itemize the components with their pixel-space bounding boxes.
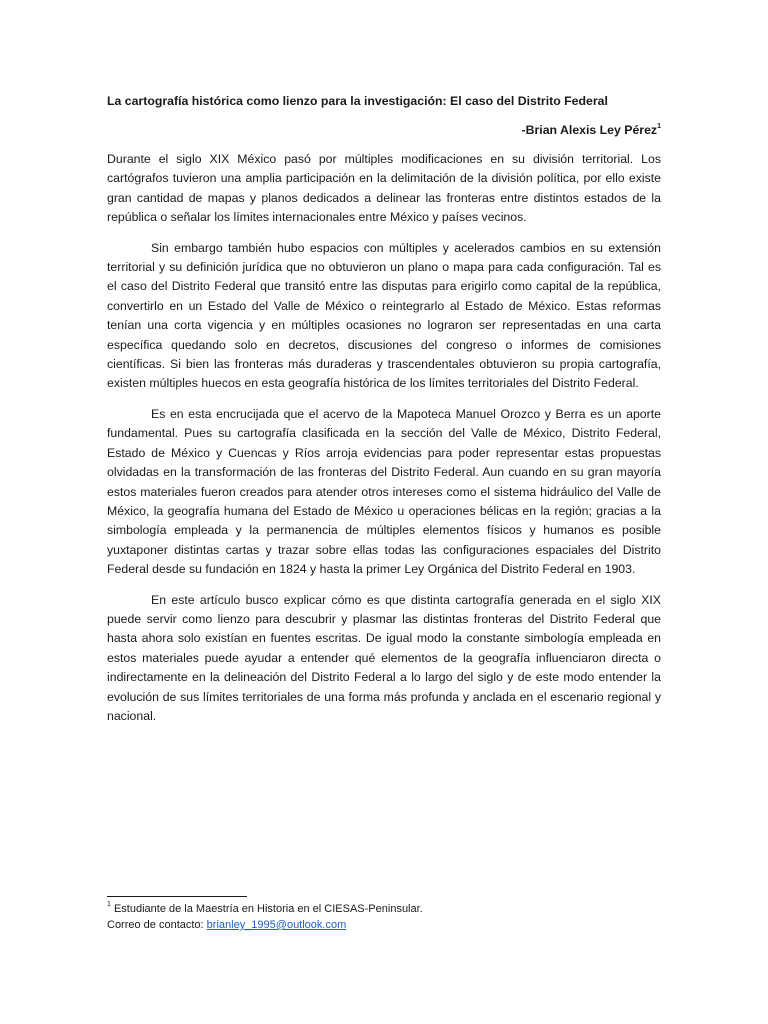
document-body [107, 150, 661, 737]
footnote-line-2 [107, 917, 661, 933]
paragraph-4: En este artículo busco explicar cómo es que distinta cartografía generada en el siglo XIX puede servir como lienzo para descubrir y plasmar las distintas fronteras del Distrito Federal que hasta ahora solo existían en fuentes escritas. De igual modo la constante simbología empleada en estos materiales puede ayudar a entender qué elementos de la geografía influenciaron directa o indirectamente en la delineación del Distrito Federal a lo largo del siglo y de este modo entender la evolución de sus límites territoriales de una forma más profunda y anclada en el escenario regional y nacional. [107, 592, 661, 723]
footnote-text: Estudiante de la Maestría en Historia en el CIESAS-Peninsular. [110, 903, 423, 915]
footnote-separator [107, 896, 247, 897]
author-footnote-mark: 1 [657, 122, 661, 130]
document-page [107, 0, 661, 1024]
author-line [522, 121, 661, 139]
paragraph-3: Es en esta encrucijada que el acervo de la Mapoteca Manuel Orozco y Berra es un aporte fundamental. Pues su cartografía clasificada en la sección del Valle de México, Distrito Federal, Estado de México y Cuencas y Ríos arroja evidencias para poder representar estas propuestas olvidadas en la transformación de las fronteras del Distrito Federal. Aun cuando en su gran mayoría estos materiales fueron creados para atender otros intereses como el sistema hidráulico del Valle de México, la geografía humana del Estado de México u operaciones bélicas en la región; gracias a la simbología empleada y la permanencia de múltiples elementos físicos y humanos es posible yuxtaponer distintas cartas y trazar sobre ellas todas las configuraciones espaciales del Distrito Federal desde su fundación en 1824 y hasta la primer Ley Orgánica del Distrito Federal en 1903. [107, 406, 661, 577]
paragraph-2: Sin embargo también hubo espacios con múltiples y acelerados cambios en su extensión territorial y su definición jurídica que no obtuvieron un plano o mapa para cada configuración. Tal es el caso del Distrito Federal que transitó entre las disputas para erigirlo como capital de la república, convertirlo en un Estado del Valle de México o reintegrarlo al Estado de México. Estas reformas tenían una corta vigencia y en múltiples ocasiones no lograron ser representadas en una carta específica quedando solo en decretos, discusiones del congreso o informes de comisiones científicas. Si bien las fronteras más duraderas y trascendentales obtuvieron su propia cartografía, existen múltiples huecos en esta geografía histórica de los límites territoriales del Distrito Federal. [107, 240, 661, 391]
footnote-line-1 [107, 901, 661, 917]
paragraph-1: Durante el siglo XIX México pasó por múltiples modificaciones en su división territorial. Los cartógrafos tuvieron una amplia participación en la delimitación de la división política, por ello existe gran cantidad de mapas y planos dedicados a delinear las fronteras entre distintos estados de la república o señalar los límites internacionales entre México y países vecinos. [107, 152, 661, 225]
document-title: La cartografía histórica como lienzo para la investigación: El caso del Distrito Federal [107, 94, 608, 108]
email-link[interactable]: brianley_1995@outlook.com [206, 919, 347, 931]
footnote-mark: 1 [107, 901, 111, 909]
author-name: -Brian Alexis Ley Pérez [521, 123, 658, 137]
footnote [107, 901, 661, 933]
contact-label: Correo de contacto: [107, 919, 207, 931]
